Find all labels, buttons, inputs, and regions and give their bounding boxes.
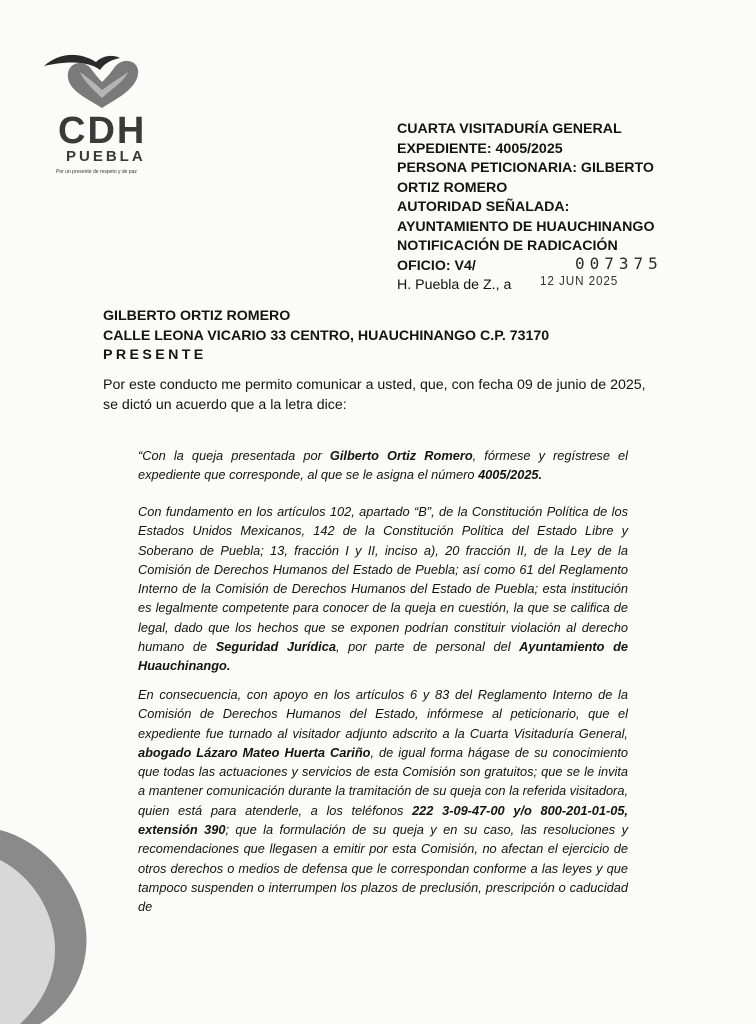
quote-paragraph-1 xyxy=(138,446,628,485)
right-name: Seguridad Jurídica xyxy=(215,639,336,655)
header-line: AYUNTAMIENTO DE HUAUCHINANGO xyxy=(397,218,655,235)
phone-numbers: 222 3-09-47-00 y/o 800-201-01-05, extensión 390 xyxy=(138,802,628,838)
header-line: ORTIZ ROMERO xyxy=(397,179,508,196)
quote-paragraph-2 xyxy=(138,502,628,676)
place-date: H. Puebla de Z., a xyxy=(397,277,512,293)
recipient-name: GILBERTO ORTIZ ROMERO xyxy=(103,308,291,324)
cdh-logo xyxy=(40,48,180,175)
recipient-address: CALLE LEONA VICARIO 33 CENTRO, HUAUCHINANGO C.P. 73170 xyxy=(103,327,550,344)
header-line: PERSONA PETICIONARIA: GILBERTO xyxy=(397,160,654,176)
oficio-stamp-number: 007375 xyxy=(575,254,663,273)
heart-bird-icon xyxy=(40,48,150,110)
header-line: AUTORIDAD SEÑALADA: xyxy=(397,199,570,215)
text: “Con la queja presentada por xyxy=(138,448,330,463)
decorative-swoosh-icon xyxy=(0,820,90,1024)
header-line: CUARTA VISITADURÍA GENERAL xyxy=(397,121,622,137)
quote-paragraph-3 xyxy=(138,685,628,917)
petitioner-name: Gilberto Ortiz Romero xyxy=(329,448,473,463)
text: , de igual forma hágase de su conocimiento que todas las actuaciones y servicios de esta Comisión son gratuitos; que se le invita a mantener comunicación durante la tramitación de su queja con la referida visitadora, quien está para atenderle, a los teléfonos xyxy=(138,744,628,818)
text: ; que la formulación de su queja y en su caso, las resoluciones y recomendaciones que llegasen a emitir por esta Comisión, no afectan el ejercicio de otros derechos o medios de defensa que le correspondan conforme a las leyes y que tampoco suspenden o interrumpen los plazos de preclusión, prescripción o caducidad de xyxy=(138,822,628,915)
text: , por parte de personal del xyxy=(335,639,520,655)
date-stamp: 12 JUN 2025 xyxy=(540,273,619,288)
logo-state: PUEBLA xyxy=(66,148,146,165)
text: Con fundamento en los artículos 102, apartado “B”, de la Constitución Política de los Estados Unidos Mexicanos, 142 de la Constitución Política del Estado Libre y Soberano de Puebla; 13, fracción I y II, inciso a), 20 fracción II, de la Ley de la Comisión de Derechos Humanos del Estado de Puebla; así como 61 del Reglamento Interno de la Comisión de Derechos Humanos del Estado de Puebla; esta institución es legalmente competente para conocer de la queja en cuestión, la que se califica de legal, dado que los hechos que se exponen podrían constituir violación al derecho humano de xyxy=(138,504,628,655)
case-number: 4005/2025. xyxy=(478,467,543,483)
visitor-name: abogado Lázaro Mateo Huerta Cariño xyxy=(138,744,371,760)
header-line: OFICIO: V4/ xyxy=(397,257,476,274)
header-line: EXPEDIENTE: 4005/2025 xyxy=(397,140,563,157)
text: , fórmese y regístrese el expediente que corresponde, al que se le asigna el número xyxy=(138,448,628,483)
logo-tagline: Por un presente de respeto y de paz xyxy=(56,169,137,175)
recipient-block xyxy=(103,307,549,366)
text: En consecuencia, con apoyo en los artículos 6 y 83 del Reglamento Interno de la Comisión de Derechos Humanos del Estado, infórmese al peticionario, que el expediente fue turnado al visitador adjunto adscrito a la Cuarta Visitaduría General, xyxy=(138,687,628,741)
intro-paragraph: Por este conducto me permito comunicar a usted, que, con fecha 09 de junio de 2025, se dictó un acuerdo que a la letra dice: xyxy=(103,377,646,413)
presente-label: PRESENTE xyxy=(103,347,207,363)
header-line: NOTIFICACIÓN DE RADICACIÓN xyxy=(397,238,618,254)
authority-name: Ayuntamiento de Huauchinango. xyxy=(138,639,629,674)
logo-initials: CDH xyxy=(58,110,147,152)
